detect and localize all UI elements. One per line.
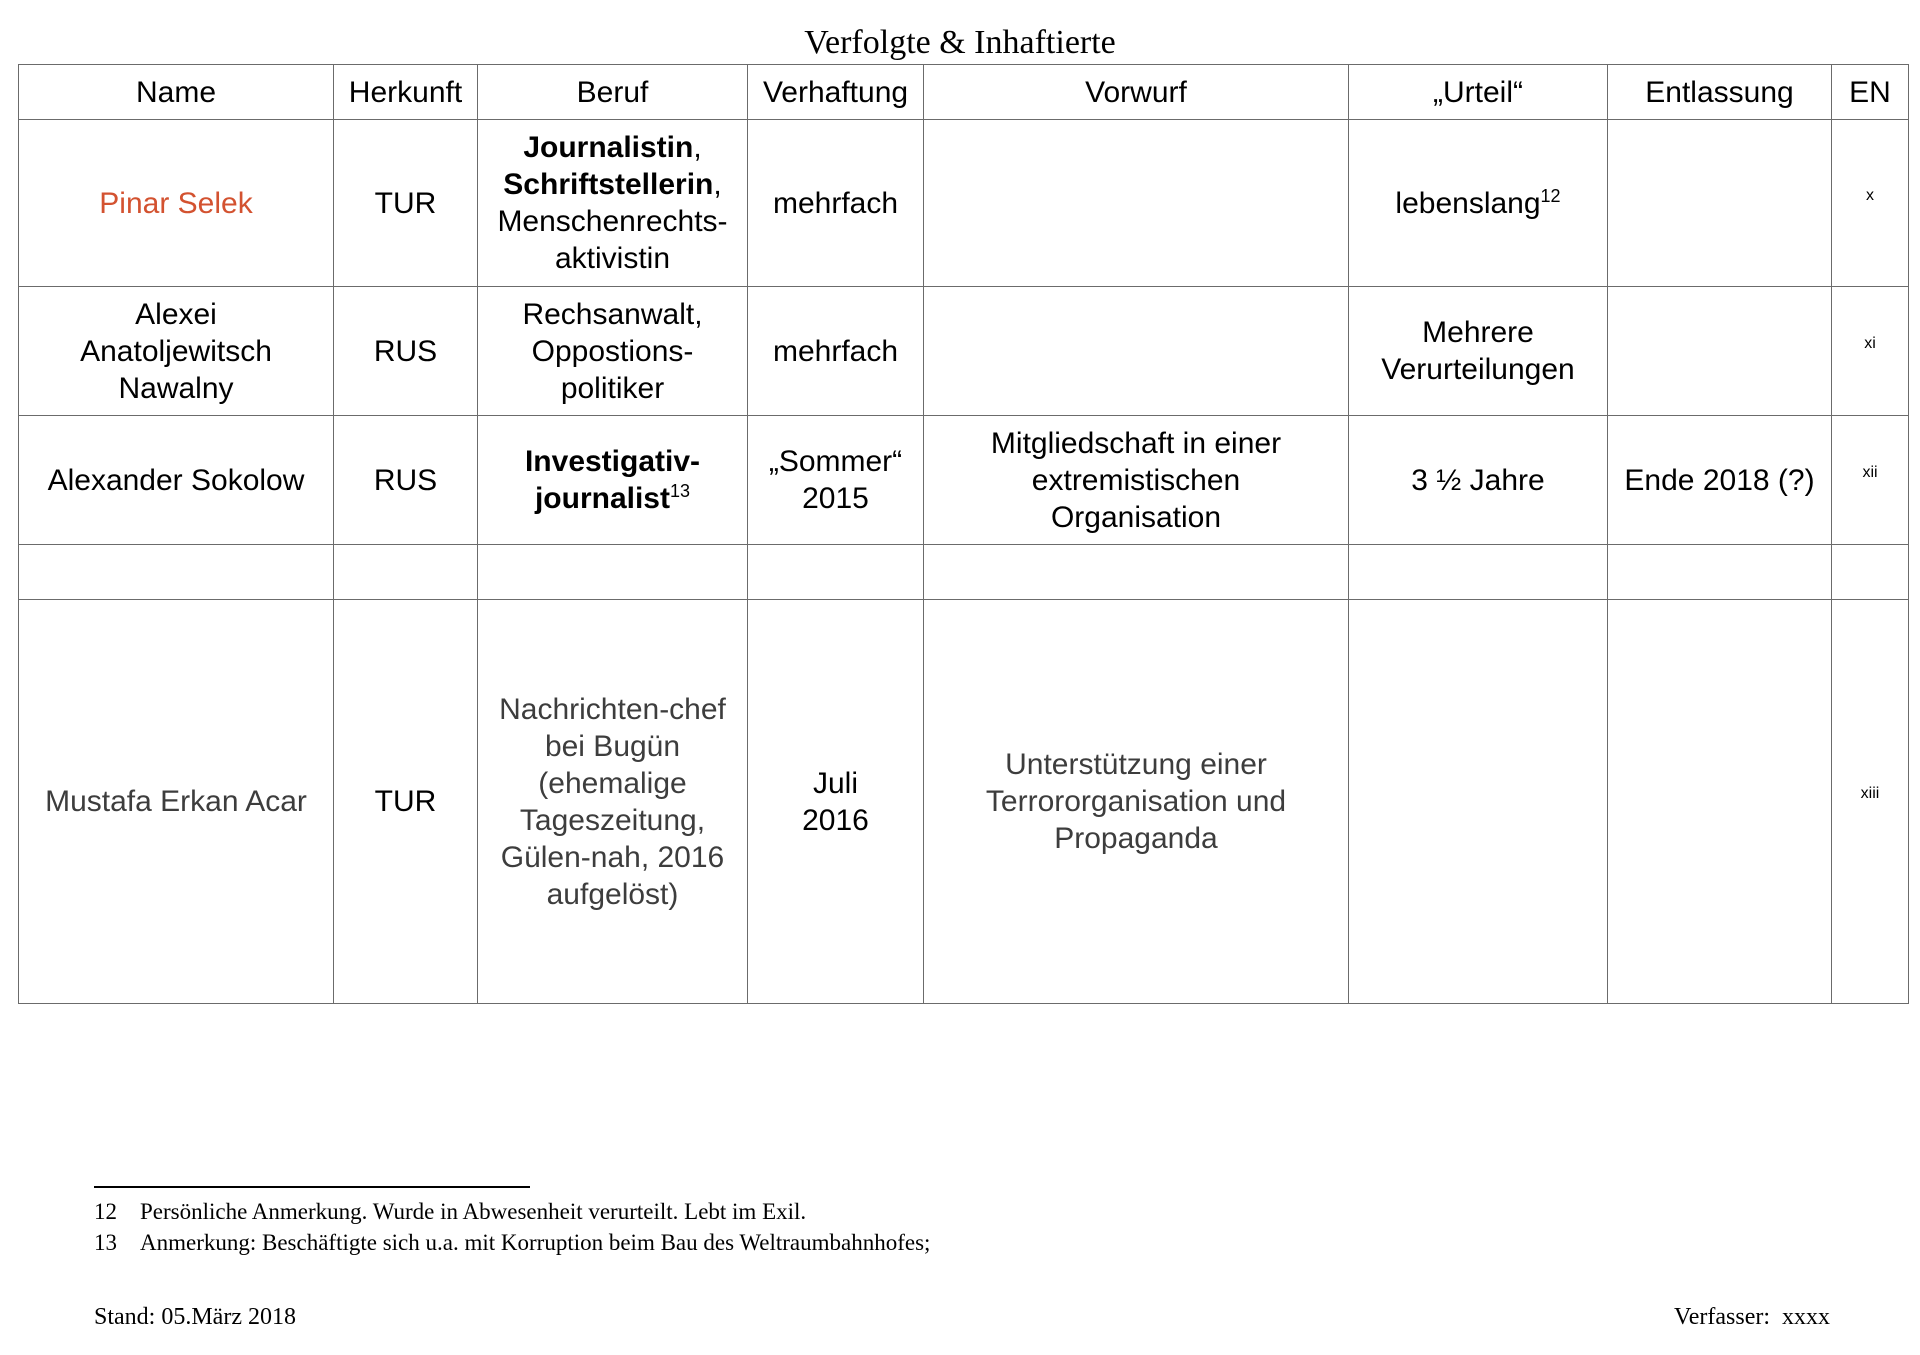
- cell-vorwurf: [924, 120, 1349, 287]
- cell-empty: [924, 545, 1349, 600]
- table-row: [19, 416, 1909, 545]
- beruf-part: aktivistin: [554, 242, 671, 275]
- header-en: EN: [1832, 65, 1909, 120]
- footer-stand: Stand: 05.März 2018: [94, 1304, 296, 1330]
- footnote-divider: [94, 1186, 530, 1188]
- header-verhaftung: Verhaftung: [748, 65, 924, 120]
- vorwurf-part: Unterstützung einer: [1005, 748, 1267, 781]
- page-title: Verfolgte & Inhaftierte: [804, 24, 1116, 61]
- urteil-part: Mehrere: [1422, 316, 1534, 349]
- cell-vorwurf: [924, 600, 1349, 1004]
- table-row: [19, 287, 1909, 416]
- beruf-part: aufgelöst): [546, 877, 679, 911]
- vorwurf-part: Terrororganisation und: [985, 785, 1287, 818]
- beruf-part: Tageszeitung,: [519, 803, 706, 837]
- cell-en: [1832, 600, 1909, 1004]
- endnote-ref: xiii: [1860, 785, 1880, 802]
- header-urteil: „Urteil“: [1349, 65, 1608, 120]
- cell-herkunft: TUR: [334, 600, 478, 1004]
- cell-empty: [748, 545, 924, 600]
- name-part: Nawalny: [118, 371, 234, 405]
- beruf-part: politiker: [560, 371, 665, 405]
- cell-urteil: [1349, 120, 1608, 287]
- beruf-sep: ,: [713, 168, 722, 201]
- beruf-sep: ,: [693, 131, 702, 164]
- beruf-part: Gülen-nah, 2016: [500, 840, 725, 874]
- footnote-text: Persönliche Anmerkung. Wurde in Abwesenheit verurteilt. Lebt im Exil.: [140, 1199, 807, 1224]
- cell-verhaftung: [748, 416, 924, 545]
- vorwurf-part: Organisation: [1050, 500, 1222, 534]
- cell-herkunft: TUR: [334, 120, 478, 287]
- endnote-ref: xi: [1864, 334, 1876, 352]
- urteil-text: lebenslang: [1395, 186, 1541, 220]
- cell-empty: [334, 545, 478, 600]
- header-name: Name: [19, 65, 334, 120]
- cell-beruf: [478, 600, 748, 1004]
- vorwurf-part: Propaganda: [1054, 822, 1218, 855]
- name-part: Alexei: [135, 297, 217, 331]
- header-entlassung: Entlassung: [1608, 65, 1832, 120]
- footnote: [94, 1227, 930, 1258]
- footnote-number: 12: [94, 1199, 117, 1224]
- table-header-row: [19, 65, 1909, 120]
- cell-en: [1832, 416, 1909, 545]
- verhaftung-part: 2015: [802, 482, 869, 515]
- header-herkunft: Herkunft: [334, 65, 478, 120]
- footnote-ref: 12: [1540, 185, 1561, 206]
- cell-empty: [1349, 545, 1608, 600]
- urteil-part: Verurteilungen: [1381, 353, 1575, 386]
- cell-urteil: 3 ½ Jahre: [1349, 416, 1608, 545]
- persecuted-table: [18, 64, 1909, 1004]
- cell-urteil: [1349, 600, 1608, 1004]
- cell-name: Pinar Selek: [19, 120, 334, 287]
- footnote-number: 13: [94, 1230, 117, 1255]
- footnote-ref: 13: [669, 481, 691, 501]
- cell-empty: [19, 545, 334, 600]
- cell-en: [1832, 120, 1909, 287]
- cell-entlassung: Ende 2018 (?): [1608, 416, 1832, 545]
- cell-herkunft: RUS: [334, 416, 478, 545]
- verhaftung-part: Juli: [812, 766, 858, 800]
- table-row: [19, 120, 1909, 287]
- vorwurf-part: extremistischen: [1031, 463, 1241, 497]
- cell-name: [19, 287, 334, 416]
- cell-entlassung: [1608, 120, 1832, 287]
- cell-herkunft: RUS: [334, 287, 478, 416]
- cell-verhaftung: mehrfach: [748, 287, 924, 416]
- cell-vorwurf: [924, 416, 1349, 545]
- endnote-ref: x: [1866, 186, 1874, 204]
- cell-vorwurf: [924, 287, 1349, 416]
- cell-verhaftung: [748, 600, 924, 1004]
- header-beruf: Beruf: [478, 65, 748, 120]
- cell-empty: [478, 545, 748, 600]
- cell-urteil: [1349, 287, 1608, 416]
- name-part: Anatoljewitsch: [80, 334, 272, 368]
- verhaftung-part: „Sommer“: [768, 445, 903, 478]
- beruf-part: bei Bugün: [544, 729, 681, 763]
- cell-name: Alexander Sokolow: [19, 416, 334, 545]
- beruf-part: Nachrichten-chef: [499, 692, 726, 726]
- beruf-part: Schriftstellerin: [503, 168, 714, 201]
- beruf-part: (ehemalige: [538, 766, 687, 800]
- beruf-part: Oppostions-: [531, 334, 694, 368]
- verhaftung-part: 2016: [802, 803, 869, 837]
- beruf-part: Journalistin: [523, 131, 694, 164]
- beruf-part: Menschenrechts-: [497, 205, 728, 238]
- cell-name: Mustafa Erkan Acar: [19, 600, 334, 1004]
- cell-verhaftung: mehrfach: [748, 120, 924, 287]
- table-row-empty: [19, 545, 1909, 600]
- cell-empty: [1608, 545, 1832, 600]
- footnote-text: Anmerkung: Beschäftigte sich u.a. mit Korruption beim Bau des Weltraumbahnhofes;: [140, 1230, 931, 1255]
- vorwurf-part: Mitgliedschaft in einer: [990, 426, 1282, 460]
- beruf-part: Rechsanwalt,: [522, 297, 703, 331]
- footer-verfasser: Verfasser: xxxx: [1674, 1304, 1830, 1330]
- table-row: [19, 600, 1909, 1004]
- cell-entlassung: [1608, 600, 1832, 1004]
- cell-en: [1832, 287, 1909, 416]
- cell-beruf: [478, 287, 748, 416]
- endnote-ref: xii: [1862, 463, 1878, 481]
- cell-beruf: [478, 120, 748, 287]
- beruf-part: Investigativ-: [524, 445, 701, 478]
- header-vorwurf: Vorwurf: [924, 65, 1349, 120]
- cell-entlassung: [1608, 287, 1832, 416]
- cell-beruf: [478, 416, 748, 545]
- footnotes: [94, 1196, 930, 1258]
- beruf-part: journalist: [534, 482, 670, 515]
- cell-empty: [1832, 545, 1909, 600]
- footnote: [94, 1196, 930, 1227]
